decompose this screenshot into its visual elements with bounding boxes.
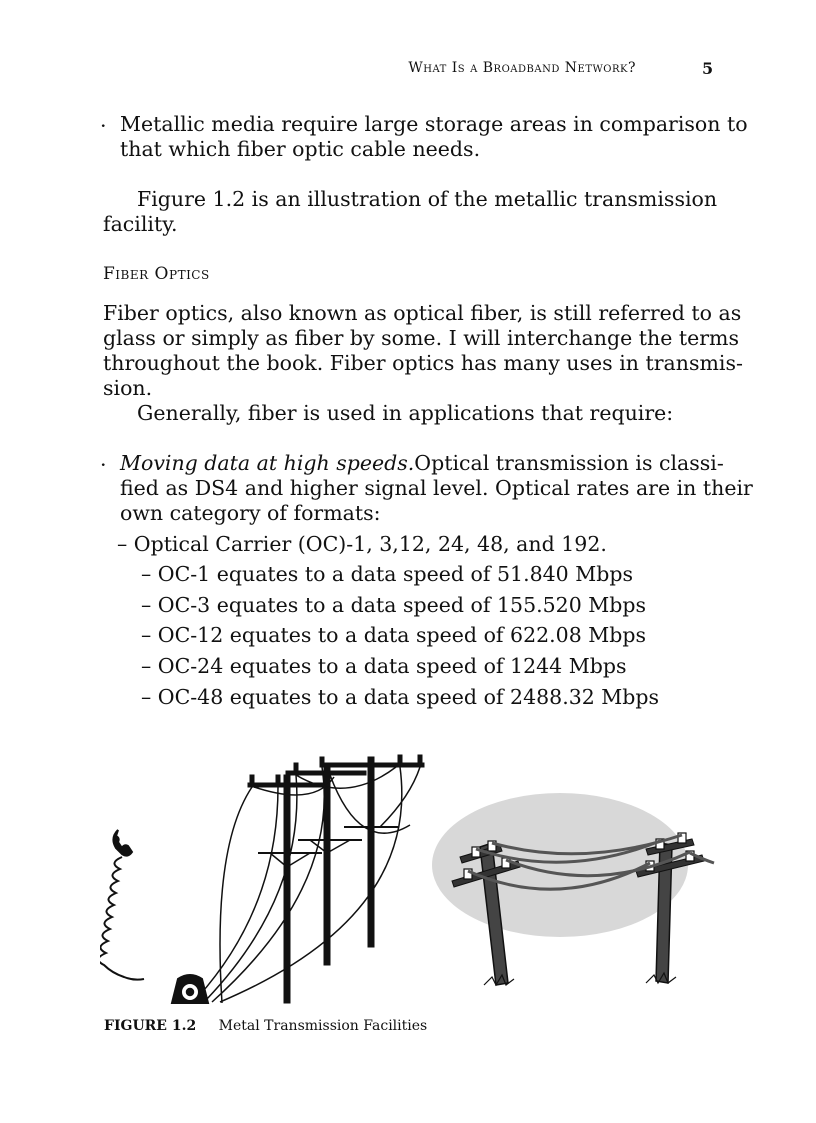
sub-sub-item: – OC-24 equates to a data speed of 1244 Mbps (141, 654, 627, 678)
sub-item-oc: – Optical Carrier (OC)-1, 3,12, 24, 48, and 192. (117, 532, 607, 556)
bullet-metallic-line-2: that which fiber optic cable needs. (120, 137, 481, 161)
para-fiber-line-3: throughout the book. Fiber optics has many uses in transmis- (103, 351, 743, 375)
bullet-marker: · (100, 114, 107, 138)
sub-sub-item: – OC-3 equates to a data speed of 155.520 Mbps (141, 593, 647, 617)
section-heading: Fiber Optics (103, 264, 210, 284)
bullet-speed-line-2: fied as DS4 and higher signal level. Optical rates are in their (120, 476, 753, 500)
sub-sub-item: – OC-1 equates to a data speed of 51.840 Mbps (141, 562, 633, 586)
bullet-marker-2: · (100, 453, 107, 477)
bullet-speed-line-3: own category of formats: (120, 501, 381, 525)
bullet-speed-lead: Moving data at high speeds. (120, 451, 415, 475)
page-number: 5 (702, 59, 714, 78)
figure-caption-text: Metal Transmission Facilities (218, 1018, 428, 1034)
para-fiber-line-5: Generally, fiber is used in applications that require: (137, 401, 674, 425)
bullet-speed-line-1-rest: Optical transmission is classi- (414, 451, 724, 475)
figure-caption (104, 1018, 427, 1034)
figure-illustration (100, 745, 720, 1010)
wires-icon (198, 767, 420, 1003)
sub-sub-item: – OC-12 equates to a data speed of 622.08 Mbps (141, 623, 647, 647)
sub-sub-item: – OC-48 equates to a data speed of 2488.32 Mbps (141, 685, 660, 709)
telephone-icon (100, 830, 208, 1003)
para-fiber-line-1: Fiber optics, also known as optical fiber, is still referred to as (103, 301, 742, 325)
bullet-metallic-line-1: Metallic media require large storage areas in comparison to (120, 112, 748, 136)
figure-label: FIGURE 1.2 (104, 1018, 197, 1034)
para-figure-ref-line-2: facility. (103, 212, 178, 236)
para-figure-ref-line-1: Figure 1.2 is an illustration of the metallic transmission (137, 187, 718, 211)
running-head: What Is a Broadband Network? (408, 60, 636, 76)
para-fiber-line-2: glass or simply as fiber by some. I will interchange the terms (103, 326, 739, 350)
para-fiber-line-4: sion. (103, 376, 153, 400)
power-lines-icon (432, 793, 714, 985)
bullet-speed-line-1 (120, 451, 724, 476)
